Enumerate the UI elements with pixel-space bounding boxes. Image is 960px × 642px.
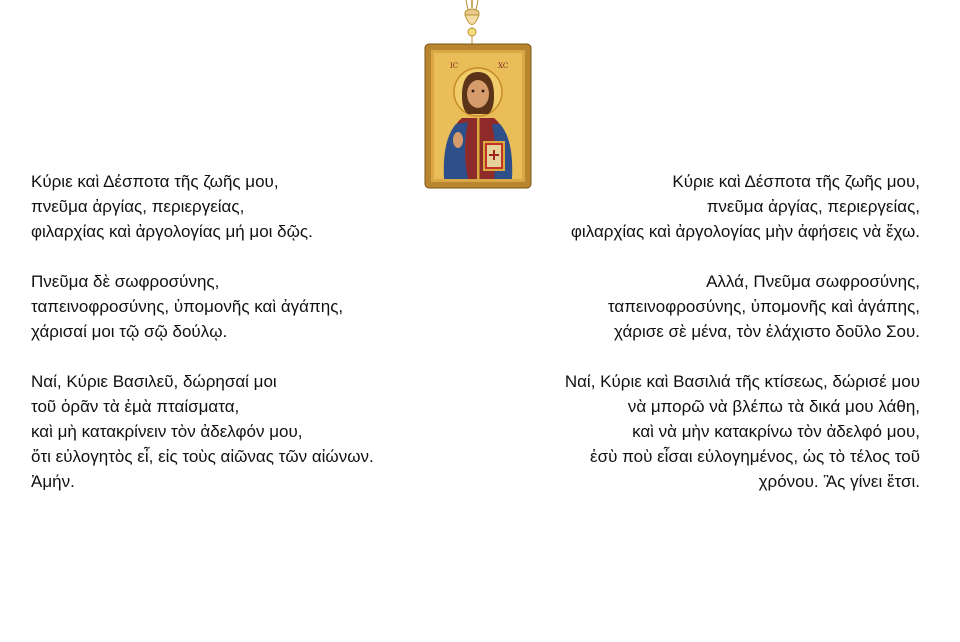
text-line: καὶ μὴ κατακρίνειν τὸν ἀδελφόν μου, xyxy=(31,422,303,441)
right-stanza-3 xyxy=(565,369,920,494)
christ-pantocrator-icon xyxy=(422,0,534,192)
text-line: ταπεινοφροσύνης, ὑπομονῆς καὶ ἀγάπης, xyxy=(31,297,344,316)
text-line: χάρισε σὲ μένα, τὸν ἐλάχιστο δοῦλο Σου. xyxy=(614,322,920,341)
text-line: χρόνου. Ἂς γίνει ἔτσι. xyxy=(758,472,920,491)
text-line: Κύριε καὶ Δέσποτα τῆς ζωῆς μου, xyxy=(672,172,920,191)
right-stanza-2 xyxy=(565,269,920,344)
text-line: Ἀμήν. xyxy=(31,472,75,491)
right-column-modern-greek xyxy=(565,169,920,519)
icon-image xyxy=(422,0,534,192)
text-line: τοῦ ὁρᾶν τὰ ἐμὰ πταίσματα, xyxy=(31,397,240,416)
text-line: Κύριε καὶ Δέσποτα τῆς ζωῆς μου, xyxy=(31,172,279,191)
text-line: Ναί, Κύριε καὶ Βασιλιά τῆς κτίσεως, δώρισέ μου xyxy=(564,372,920,391)
right-stanza-1 xyxy=(565,169,920,244)
text-line: ἐσὺ ποὺ εἶσαι εὐλογημένος, ὡς τὸ τέλος τοῦ xyxy=(590,447,920,466)
text-line: φιλαρχίας καὶ ἀργολογίας μὴν ἀφήσεις νὰ ἔχω. xyxy=(570,222,920,241)
text-line: πνεῦμα ἀργίας, περιεργείας, xyxy=(31,197,245,216)
text-line: φιλαρχίας καὶ ἀργολογίας μή μοι δῷς. xyxy=(31,222,313,241)
left-stanza-3 xyxy=(31,369,374,494)
svg-text:IC: IC xyxy=(450,62,459,70)
left-stanza-2 xyxy=(31,269,374,344)
left-column-ancient-greek xyxy=(31,169,374,519)
text-line: Ναί, Κύριε Βασιλεῦ, δώρησαί μοι xyxy=(31,372,277,391)
text-line: Αλλά, Πνεῦμα σωφροσύνης, xyxy=(706,272,920,291)
text-line: καὶ νὰ μὴν κατακρίνω τὸν ἀδελφό μου, xyxy=(632,422,920,441)
text-line: Πνεῦμα δὲ σωφροσύνης, xyxy=(31,272,220,291)
text-line: ὅτι εὐλογητὸς εἶ, εἰς τοὺς αἰῶνας τῶν αἰώνων. xyxy=(31,447,374,466)
text-line: χάρισαί μοι τῷ σῷ δούλῳ. xyxy=(31,322,228,341)
text-line: νὰ μπορῶ νὰ βλέπω τὰ δικά μου λάθη, xyxy=(627,397,920,416)
left-stanza-1 xyxy=(31,169,374,244)
text-line: ταπεινοφροσύνης, ὑπομονῆς καὶ ἀγάπης, xyxy=(607,297,920,316)
text-line: πνεῦμα ἀργίας, περιεργείας, xyxy=(706,197,920,216)
svg-text:XC: XC xyxy=(498,62,509,70)
